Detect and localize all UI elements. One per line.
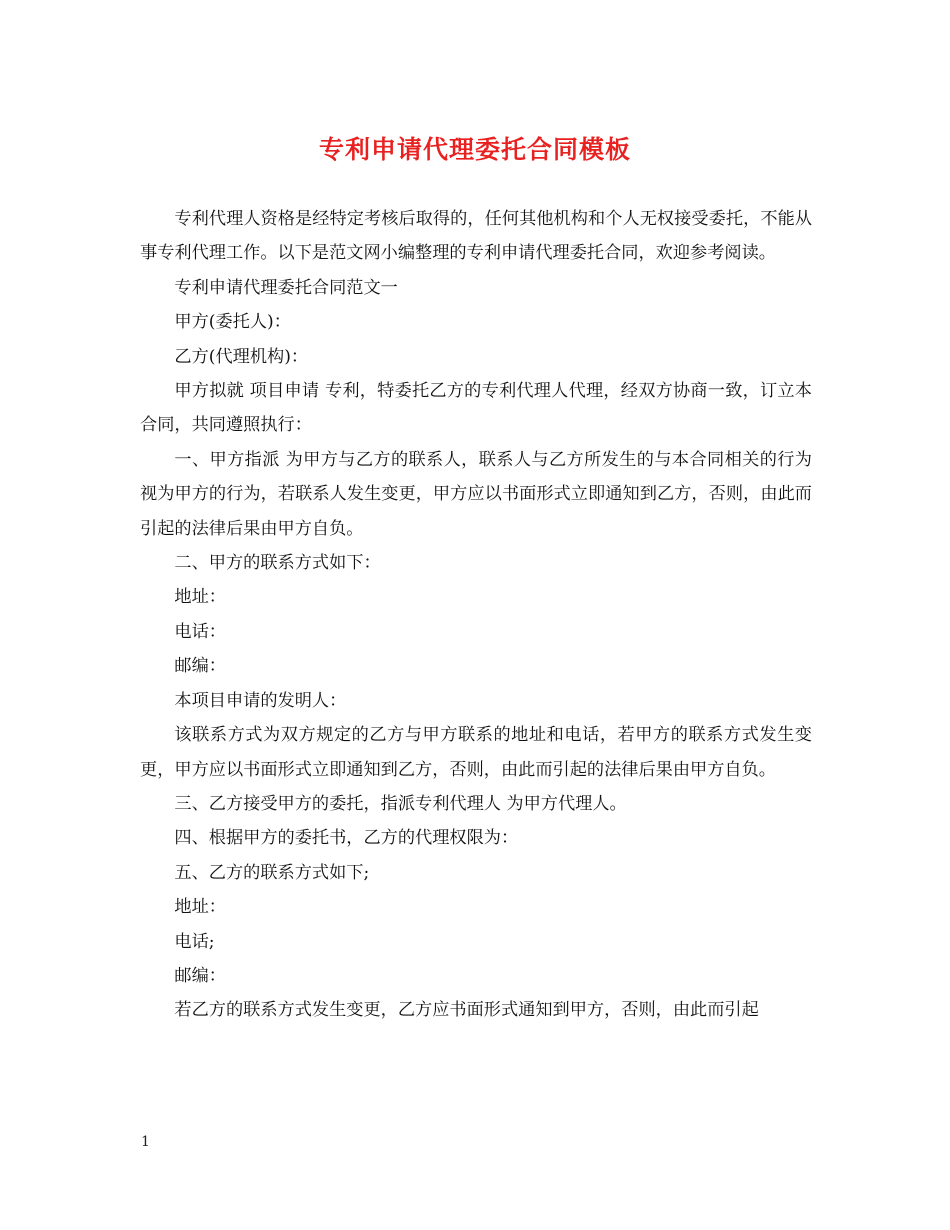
paragraph: 地址： [174, 587, 226, 608]
paragraph: 甲方(委托人)： [174, 312, 291, 333]
paragraph: 四、根据甲方的委托书，乙方的代理权限为： [174, 828, 519, 849]
paragraph: 一、甲方指派 为甲方与乙方的联系人，联系人与乙方所发生的与本合同相关的行为视为甲方的行为，若联系人发生变更，甲方应以书面形式立即通知到乙方，否则，由此而引起的法律后果由甲方自负。 [140, 449, 812, 539]
paragraph: 地址： [174, 897, 226, 918]
paragraph: 二、甲方的联系方式如下： [174, 553, 381, 574]
page-number: 1 [141, 1134, 150, 1150]
paragraph: 本项目申请的发明人： [174, 690, 347, 711]
paragraph: 乙方(代理机构)： [174, 346, 309, 367]
paragraph: 电话： [174, 621, 226, 642]
paragraph: 甲方拟就 项目申请 专利，特委托乙方的专利代理人代理，经双方协商一致，订立本合同，共同遵照执行： [140, 381, 812, 436]
document-body [140, 202, 812, 1028]
paragraph: 该联系方式为双方规定的乙方与甲方联系的地址和电话，若甲方的联系方式发生变更，甲方应以书面形式立即通知到乙方，否则，由此而引起的法律后果由甲方自负。 [140, 725, 812, 780]
paragraph: 专利代理人资格是经特定考核后取得的，任何其他机构和个人无权接受委托，不能从事专利代理工作。以下是范文网小编整理的专利申请代理委托合同，欢迎参考阅读。 [140, 209, 812, 264]
paragraph: 电话; [174, 931, 215, 952]
paragraph: 专利申请代理委托合同范文一 [174, 277, 398, 298]
paragraph: 三、乙方接受甲方的委托，指派专利代理人 为甲方代理人。 [174, 793, 627, 814]
document-title: 专利申请代理委托合同模板 [318, 135, 631, 164]
paragraph: 邮编： [174, 656, 226, 677]
paragraph: 邮编： [174, 965, 226, 986]
paragraph: 五、乙方的联系方式如下; [174, 862, 370, 883]
paragraph: 若乙方的联系方式发生变更，乙方应书面形式通知到甲方，否则，由此而引起 [174, 1000, 759, 1021]
